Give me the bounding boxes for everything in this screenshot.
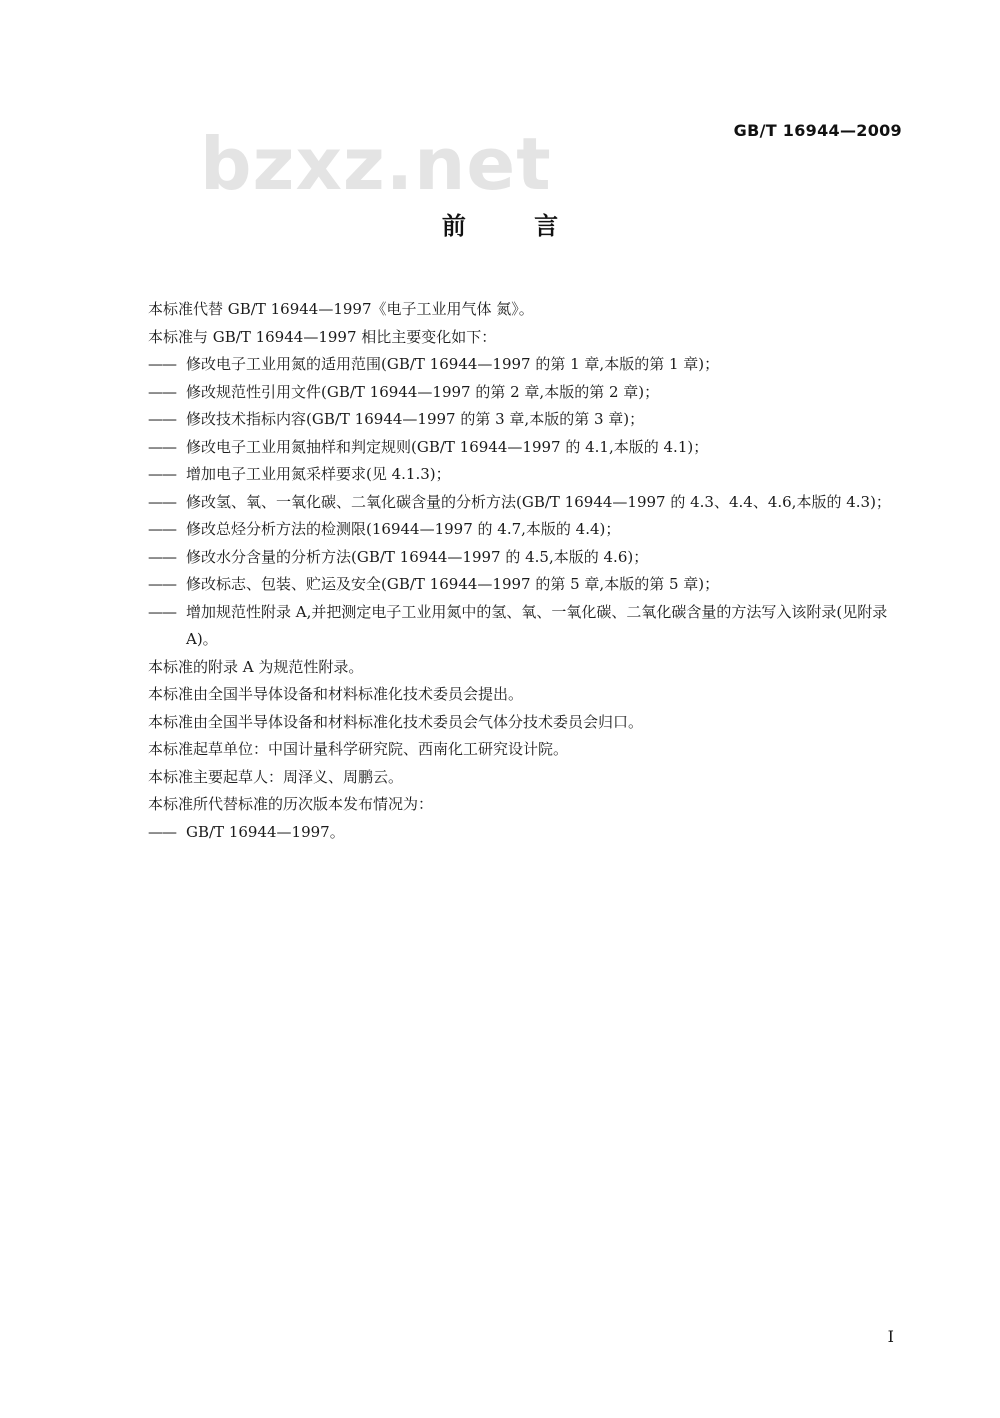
paragraph-drafters: 本标准主要起草人：周泽义、周鹏云。	[148, 767, 404, 786]
change-item	[148, 544, 908, 572]
page-number: I	[887, 1327, 894, 1346]
dash-marker: ——	[148, 602, 176, 621]
dash-marker: ——	[148, 437, 176, 456]
change-item-text: 增加电子工业用氮采样要求(见 4.1.3)；	[186, 465, 451, 483]
history-item-text: GB/T 16944—1997。	[186, 822, 345, 841]
standard-number: GB/T 16944—2009	[733, 121, 902, 140]
paragraph-replaces: 本标准代替 GB/T 16944—1997《电子工业用气体 氮》。	[148, 300, 534, 318]
dash-marker: ——	[148, 465, 176, 483]
foreword-body	[148, 296, 908, 846]
change-item	[148, 379, 908, 407]
dash-marker: ——	[148, 410, 176, 428]
change-item-text: 修改水分含量的分析方法(GB/T 16944—1997 的 4.5,本版的 4.6)；	[186, 547, 649, 566]
paragraph-managed-by: 本标准由全国半导体设备和材料标准化技术委员会气体分技术委员会归口。	[148, 712, 644, 731]
dash-marker: ——	[148, 355, 176, 373]
change-item	[148, 599, 908, 654]
change-item-text: 增加规范性附录 A,并把测定电子工业用氮中的氢、氧、一氧化碳、二氧化碳含量的方法写入该附录(见附录 A)。	[186, 602, 888, 648]
history-item	[148, 819, 908, 847]
dash-marker: ——	[148, 520, 176, 538]
dash-marker: ——	[148, 547, 176, 566]
change-item	[148, 516, 908, 544]
paragraph-annex: 本标准的附录 A 为规范性附录。	[148, 657, 364, 676]
change-item-text: 修改总烃分析方法的检测限(16944—1997 的 4.7,本版的 4.4)；	[186, 520, 621, 538]
dash-marker: ——	[148, 492, 176, 511]
paragraph-drafting-units: 本标准起草单位：中国计量科学研究院、西南化工研究设计院。	[148, 740, 569, 758]
change-item-text: 修改技术指标内容(GB/T 16944—1997 的第 3 章,本版的第 3 章)；	[186, 410, 645, 428]
dash-marker: ——	[148, 822, 176, 841]
change-item-text: 修改电子工业用氮的适用范围(GB/T 16944—1997 的第 1 章,本版的第 1 章)；	[186, 355, 720, 373]
watermark: bzxz.net	[200, 122, 552, 206]
change-item-text: 修改氢、氧、一氧化碳、二氧化碳含量的分析方法(GB/T 16944—1997 的 4.3、4.4、4.6,本版的 4.3)；	[186, 492, 891, 511]
change-item-text: 修改规范性引用文件(GB/T 16944—1997 的第 2 章,本版的第 2 章)；	[186, 382, 660, 401]
paragraph-changes-intro: 本标准与 GB/T 16944—1997 相比主要变化如下：	[148, 327, 497, 346]
change-item-text: 修改电子工业用氮抽样和判定规则(GB/T 16944—1997 的 4.1,本版的 4.1)；	[186, 437, 709, 456]
change-item	[148, 461, 908, 489]
paragraph-proposed-by: 本标准由全国半导体设备和材料标准化技术委员会提出。	[148, 685, 524, 703]
change-item	[148, 489, 908, 517]
dash-marker: ——	[148, 382, 176, 401]
page-title: 前 言	[441, 212, 589, 240]
change-item-text: 修改标志、包装、贮运及安全(GB/T 16944—1997 的第 5 章,本版的第 5 章)；	[186, 575, 720, 593]
change-item	[148, 406, 908, 434]
paragraph-history-intro: 本标准所代替标准的历次版本发布情况为：	[148, 795, 434, 813]
change-item	[148, 351, 908, 379]
dash-marker: ——	[148, 575, 176, 593]
change-item	[148, 571, 908, 599]
change-item	[148, 434, 908, 462]
